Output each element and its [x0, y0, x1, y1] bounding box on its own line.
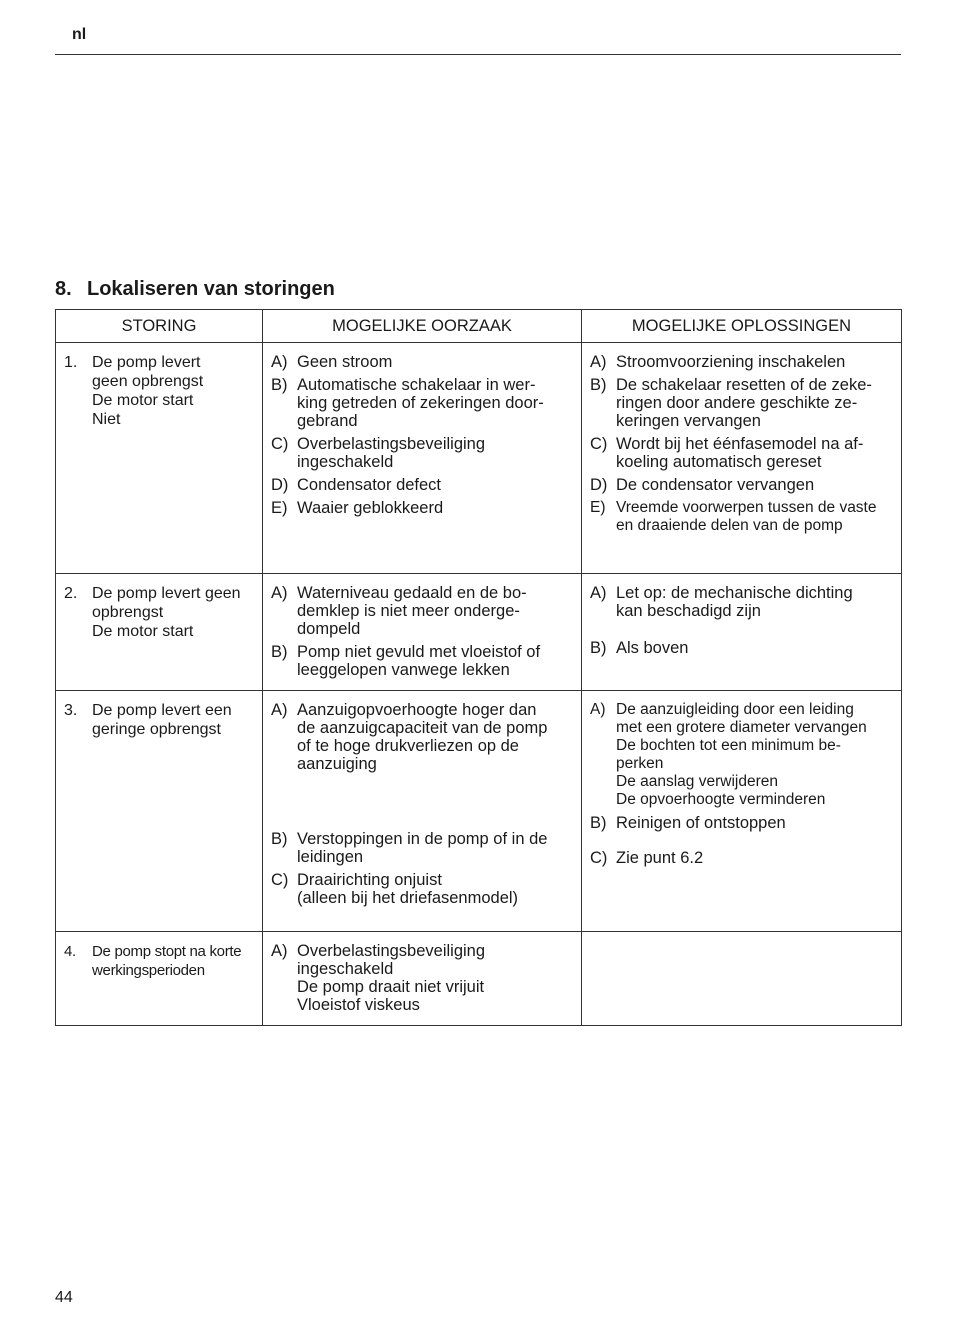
header-oorzaak: MOGELIJKE OORZAAK	[263, 310, 582, 343]
item-label: C)	[590, 435, 608, 453]
cause-item	[271, 942, 577, 1014]
solution-item	[590, 435, 897, 471]
cause-item	[271, 353, 577, 371]
solution-item	[590, 814, 897, 832]
item-label: D)	[590, 476, 608, 494]
item-label: B)	[271, 376, 288, 394]
storing-line: De motor start	[92, 623, 194, 640]
item-line: De aanslag verwijderen	[616, 773, 778, 790]
solution-item	[590, 584, 897, 620]
item-label: A)	[271, 353, 288, 371]
storing-line: Niet	[92, 411, 121, 428]
item-label: A)	[271, 942, 288, 960]
solution-cell	[582, 932, 902, 1026]
storing-cell	[56, 574, 263, 691]
item-label: A)	[271, 701, 288, 719]
item-line: De condensator vervangen	[616, 476, 815, 494]
storing-line: De pomp levert een	[92, 702, 232, 719]
troubleshooting-table	[55, 309, 902, 1026]
cause-cell	[263, 343, 582, 574]
item-label: E)	[271, 499, 288, 517]
item-line: of te hoge drukverliezen op de	[297, 737, 519, 755]
solution-item	[590, 476, 897, 494]
item-label: A)	[590, 701, 606, 718]
cause-item	[271, 435, 577, 471]
item-label: B)	[271, 830, 288, 848]
item-line: en draaiende delen van de pomp	[616, 517, 843, 534]
page-number: 44	[55, 1289, 73, 1306]
table-row	[56, 574, 902, 691]
storing-cell	[56, 932, 263, 1026]
item-line: Als boven	[616, 639, 689, 657]
solution-item	[590, 499, 897, 535]
item-line: Draairichting onjuist	[297, 871, 442, 889]
item-line: Verstoppingen in de pomp of in de	[297, 830, 548, 848]
cause-item	[271, 376, 577, 430]
header-storing: STORING	[56, 310, 263, 343]
storing-line: De pomp levert geen	[92, 585, 241, 602]
storing-line: geen opbrengst	[92, 373, 204, 390]
item-label: D)	[271, 476, 289, 494]
item-line: Aanzuigopvoerhoogte hoger dan	[297, 701, 537, 719]
storing-line: werkingsperioden	[92, 962, 205, 979]
item-label: A)	[590, 584, 607, 602]
item-line: De aanzuigleiding door een leiding	[616, 701, 854, 718]
header-oplossingen: MOGELIJKE OPLOSSINGEN	[582, 310, 902, 343]
table-row	[56, 343, 902, 574]
storing-line: De pomp levert	[92, 354, 201, 371]
section-title: Lokaliseren van storingen	[87, 278, 335, 300]
cause-item	[271, 643, 577, 679]
section-heading	[55, 278, 335, 301]
solution-item	[590, 849, 897, 867]
item-line: Waaier geblokkeerd	[297, 499, 444, 517]
item-label: C)	[271, 871, 289, 889]
item-line: Stroomvoorziening inschakelen	[616, 353, 846, 371]
item-line: keringen vervangen	[616, 412, 761, 430]
item-line: ingeschakeld	[297, 453, 394, 471]
item-line: gebrand	[297, 412, 358, 430]
item-line: ringen door andere geschikte ze-	[616, 394, 858, 412]
item-line: ingeschakeld	[297, 960, 394, 978]
item-line: aanzuiging	[297, 755, 377, 773]
storing-line: De pomp stopt na korte	[92, 943, 242, 960]
item-label: B)	[590, 376, 607, 394]
cause-item	[271, 701, 577, 773]
item-line: met een grotere diameter vervangen	[616, 719, 867, 736]
item-line: king getreden of zekeringen door-	[297, 394, 544, 412]
cause-cell	[263, 574, 582, 691]
solution-item	[590, 639, 897, 657]
item-line: De bochten tot een minimum be-	[616, 737, 841, 754]
storing-cell	[56, 343, 263, 574]
item-line: Zie punt 6.2	[616, 849, 704, 867]
cause-cell	[263, 932, 582, 1026]
item-line: Waterniveau gedaald en de bo-	[297, 584, 527, 602]
section-number: 8.	[55, 278, 72, 300]
table-row	[56, 932, 902, 1026]
solution-item	[590, 376, 897, 430]
item-line: Automatische schakelaar in wer-	[297, 376, 536, 394]
item-line: dompeld	[297, 620, 361, 638]
item-label: C)	[271, 435, 289, 453]
item-label: B)	[271, 643, 288, 661]
row-number: 2.	[64, 585, 78, 602]
solution-cell	[582, 574, 902, 691]
cause-item	[271, 584, 577, 638]
item-line: Vreemde voorwerpen tussen de vaste	[616, 499, 877, 516]
solution-cell	[582, 691, 902, 932]
storing-line: geringe opbrengst	[92, 721, 221, 738]
item-line: perken	[616, 755, 664, 772]
cause-item	[271, 871, 577, 907]
row-number: 4.	[64, 943, 76, 960]
item-label: A)	[590, 353, 607, 371]
cause-item	[271, 476, 577, 494]
item-line: De opvoerhoogte verminderen	[616, 791, 826, 808]
storing-cell	[56, 691, 263, 932]
solution-cell	[582, 343, 902, 574]
language-code: nl	[72, 26, 87, 43]
item-label: E)	[590, 499, 606, 516]
cause-item	[271, 830, 577, 866]
item-line: Overbelastingsbeveiliging	[297, 942, 486, 960]
item-line: Let op: de mechanische dichting	[616, 584, 853, 602]
item-line: De schakelaar resetten of de zeke-	[616, 376, 872, 394]
item-line: Condensator defect	[297, 476, 442, 494]
item-line: leeggelopen vanwege lekken	[297, 661, 510, 679]
item-line: koeling automatisch gereset	[616, 453, 822, 471]
item-line: Geen stroom	[297, 353, 393, 371]
item-label: A)	[271, 584, 288, 602]
item-line: demklep is niet meer onderge-	[297, 602, 520, 620]
item-line: Vloeistof viskeus	[297, 996, 420, 1014]
item-line: Pomp niet gevuld met vloeistof of	[297, 643, 541, 661]
cause-item	[271, 499, 577, 517]
item-line: De pomp draait niet vrijuit	[297, 978, 485, 996]
item-line: de aanzuigcapaciteit van de pomp	[297, 719, 548, 737]
storing-line: opbrengst	[92, 604, 164, 621]
item-label: B)	[590, 639, 607, 657]
item-line: Overbelastingsbeveiliging	[297, 435, 486, 453]
solution-item	[590, 701, 897, 809]
row-number: 1.	[64, 354, 78, 371]
solution-item	[590, 353, 897, 371]
item-line: (alleen bij het driefasenmodel)	[297, 889, 519, 907]
item-line: Reinigen of ontstoppen	[616, 814, 786, 832]
row-number: 3.	[64, 702, 78, 719]
item-label: B)	[590, 814, 607, 832]
table-header-row	[56, 310, 902, 343]
item-line: leidingen	[297, 848, 364, 866]
item-line: Wordt bij het éénfasemodel na af-	[616, 435, 864, 453]
cause-cell	[263, 691, 582, 932]
item-label: C)	[590, 849, 608, 867]
table-row	[56, 691, 902, 932]
item-line: kan beschadigd zijn	[616, 602, 761, 620]
header-rule	[55, 54, 901, 55]
storing-line: De motor start	[92, 392, 194, 409]
